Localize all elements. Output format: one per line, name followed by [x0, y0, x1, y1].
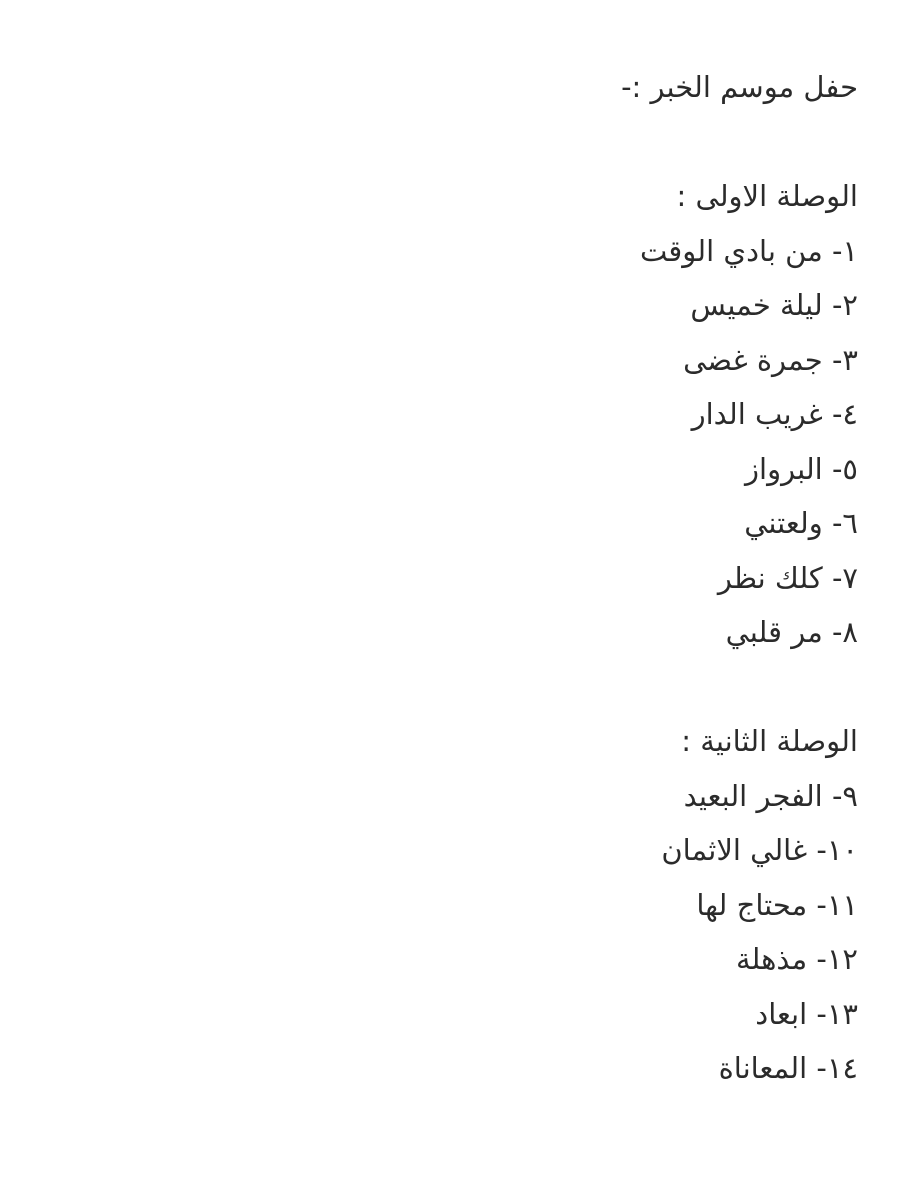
list-item: ١٢- مذهلة — [735, 942, 858, 976]
note-title: حفل موسم الخبر :- — [621, 70, 858, 104]
list-item: ١- من بادي الوقت — [639, 233, 858, 268]
blank-line — [38, 660, 858, 715]
note-body — [38, 60, 858, 1096]
list-item: ٢- ليلة خميس — [690, 288, 858, 322]
section-heading-1: الوصلة الاولى : — [676, 179, 858, 213]
list-item: ٣- جمرة غضى — [683, 342, 858, 377]
list-item: ٨- مر قلبي — [725, 615, 858, 649]
list-item: ٦- ولعتني — [744, 506, 858, 540]
list-item: ٤- غريب الدار — [691, 397, 858, 431]
list-item: ٧- كلك نظر — [717, 560, 858, 595]
list-item: ٥- البرواز — [745, 451, 858, 486]
list-item: ١٣- ابعاد — [755, 996, 858, 1031]
list-item: ٩- الفجر البعيد — [683, 778, 858, 813]
list-item: ١١- محتاج لها — [696, 887, 858, 922]
blank-line — [38, 115, 858, 170]
list-item: ١٠- غالي الاثمان — [661, 833, 858, 867]
section-heading-2: الوصلة الثانية : — [681, 724, 858, 758]
list-item: ١٤- المعاناة — [718, 1051, 858, 1085]
